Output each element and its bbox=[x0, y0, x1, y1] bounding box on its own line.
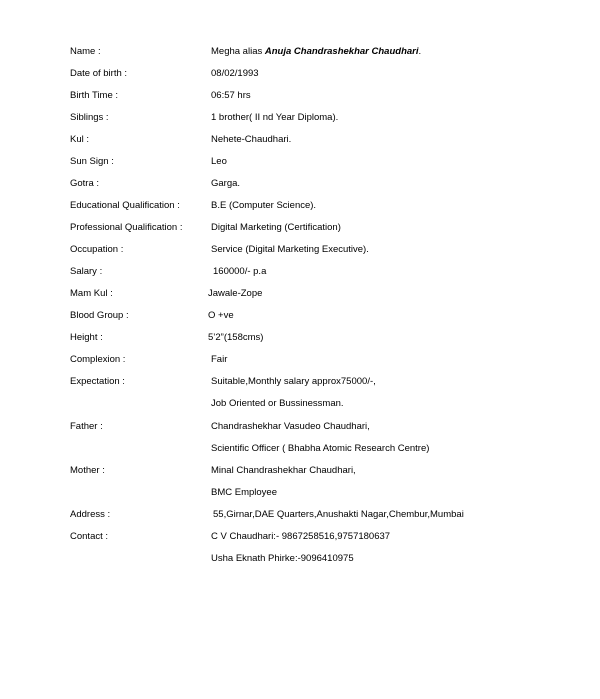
field-label: Expectation : bbox=[70, 376, 125, 387]
field-value: Fair bbox=[211, 354, 228, 365]
field-value: Nehete-Chaudhari. bbox=[211, 134, 292, 145]
field-value: 160000/- p.a bbox=[213, 266, 267, 277]
field-label: Height : bbox=[70, 332, 103, 343]
row-expectation bbox=[70, 375, 570, 389]
row-height bbox=[70, 331, 570, 345]
field-value: B.E (Computer Science). bbox=[211, 200, 317, 211]
field-label: Address : bbox=[70, 509, 111, 520]
name-emphasis: Anuja Chandrashekhar Chaudhari bbox=[264, 46, 419, 57]
field-value: Chandrashekhar Vasudeo Chaudhari, bbox=[211, 421, 370, 432]
field-value bbox=[211, 45, 421, 59]
field-label: Father : bbox=[70, 421, 103, 432]
row-professional-qualification bbox=[70, 221, 570, 235]
row-blood-group bbox=[70, 309, 570, 323]
field-value: BMC Employee bbox=[211, 487, 277, 498]
field-value: 55,Girnar,DAE Quarters,Anushakti Nagar,Chembur,Mumbai bbox=[213, 509, 464, 520]
field-value: Scientific Officer ( Bhabha Atomic Research Centre) bbox=[211, 443, 430, 454]
field-label: Contact : bbox=[70, 531, 109, 542]
row-salary bbox=[70, 265, 570, 279]
row-educational-qualification bbox=[70, 199, 570, 213]
field-value: C V Chaudhari:- 9867258516,9757180637 bbox=[211, 531, 391, 542]
field-label: Salary : bbox=[70, 266, 103, 277]
field-label: Sun Sign : bbox=[70, 156, 114, 167]
field-value: Garga. bbox=[211, 178, 241, 189]
field-label: Mother : bbox=[70, 465, 105, 476]
field-value: Minal Chandrashekhar Chaudhari, bbox=[211, 465, 356, 476]
row-name bbox=[70, 45, 570, 59]
name-suffix: . bbox=[418, 46, 422, 57]
field-label: Siblings : bbox=[70, 112, 109, 123]
field-value: 06:57 hrs bbox=[211, 90, 251, 101]
field-value: Suitable,Monthly salary approx75000/-, bbox=[211, 376, 376, 387]
row-mother bbox=[70, 464, 570, 478]
field-label: Occupation : bbox=[70, 244, 124, 255]
row-expectation-cont bbox=[70, 397, 570, 411]
field-label: Mam Kul : bbox=[70, 288, 113, 299]
row-siblings bbox=[70, 111, 570, 125]
row-gotra bbox=[70, 177, 570, 191]
field-value: Jawale-Zope bbox=[208, 288, 263, 299]
row-mother-cont bbox=[70, 486, 570, 500]
field-label: Name : bbox=[70, 46, 101, 57]
row-contact-cont bbox=[70, 552, 570, 566]
name-prefix: Megha alias bbox=[211, 46, 265, 57]
field-label: Complexion : bbox=[70, 354, 126, 365]
field-value: 5’2”(158cms) bbox=[208, 332, 264, 343]
row-mam-kul bbox=[70, 287, 570, 301]
field-value: Digital Marketing (Certification) bbox=[211, 222, 341, 233]
row-date-of-birth bbox=[70, 67, 570, 81]
row-birth-time bbox=[70, 89, 570, 103]
field-label: Date of birth : bbox=[70, 68, 128, 79]
field-label: Educational Qualification : bbox=[70, 200, 180, 211]
row-father-cont bbox=[70, 442, 570, 456]
row-contact bbox=[70, 530, 570, 544]
field-value: Usha Eknath Phirke:-9096410975 bbox=[211, 553, 354, 564]
field-label: Birth Time : bbox=[70, 90, 119, 101]
field-label: Professional Qualification : bbox=[70, 222, 183, 233]
field-value: O +ve bbox=[208, 310, 234, 321]
field-label: Gotra : bbox=[70, 178, 100, 189]
row-kul bbox=[70, 133, 570, 147]
field-label: Kul : bbox=[70, 134, 90, 145]
field-value: Service (Digital Marketing Executive). bbox=[211, 244, 369, 255]
row-complexion bbox=[70, 353, 570, 367]
field-value: Job Oriented or Bussinessman. bbox=[211, 398, 344, 409]
row-father bbox=[70, 420, 570, 434]
field-value: 08/02/1993 bbox=[211, 68, 259, 79]
row-sun-sign bbox=[70, 155, 570, 169]
row-occupation bbox=[70, 243, 570, 257]
field-value: 1 brother( II nd Year Diploma). bbox=[211, 112, 339, 123]
field-label: Blood Group : bbox=[70, 310, 129, 321]
field-value: Leo bbox=[211, 156, 227, 167]
row-address bbox=[70, 508, 570, 522]
